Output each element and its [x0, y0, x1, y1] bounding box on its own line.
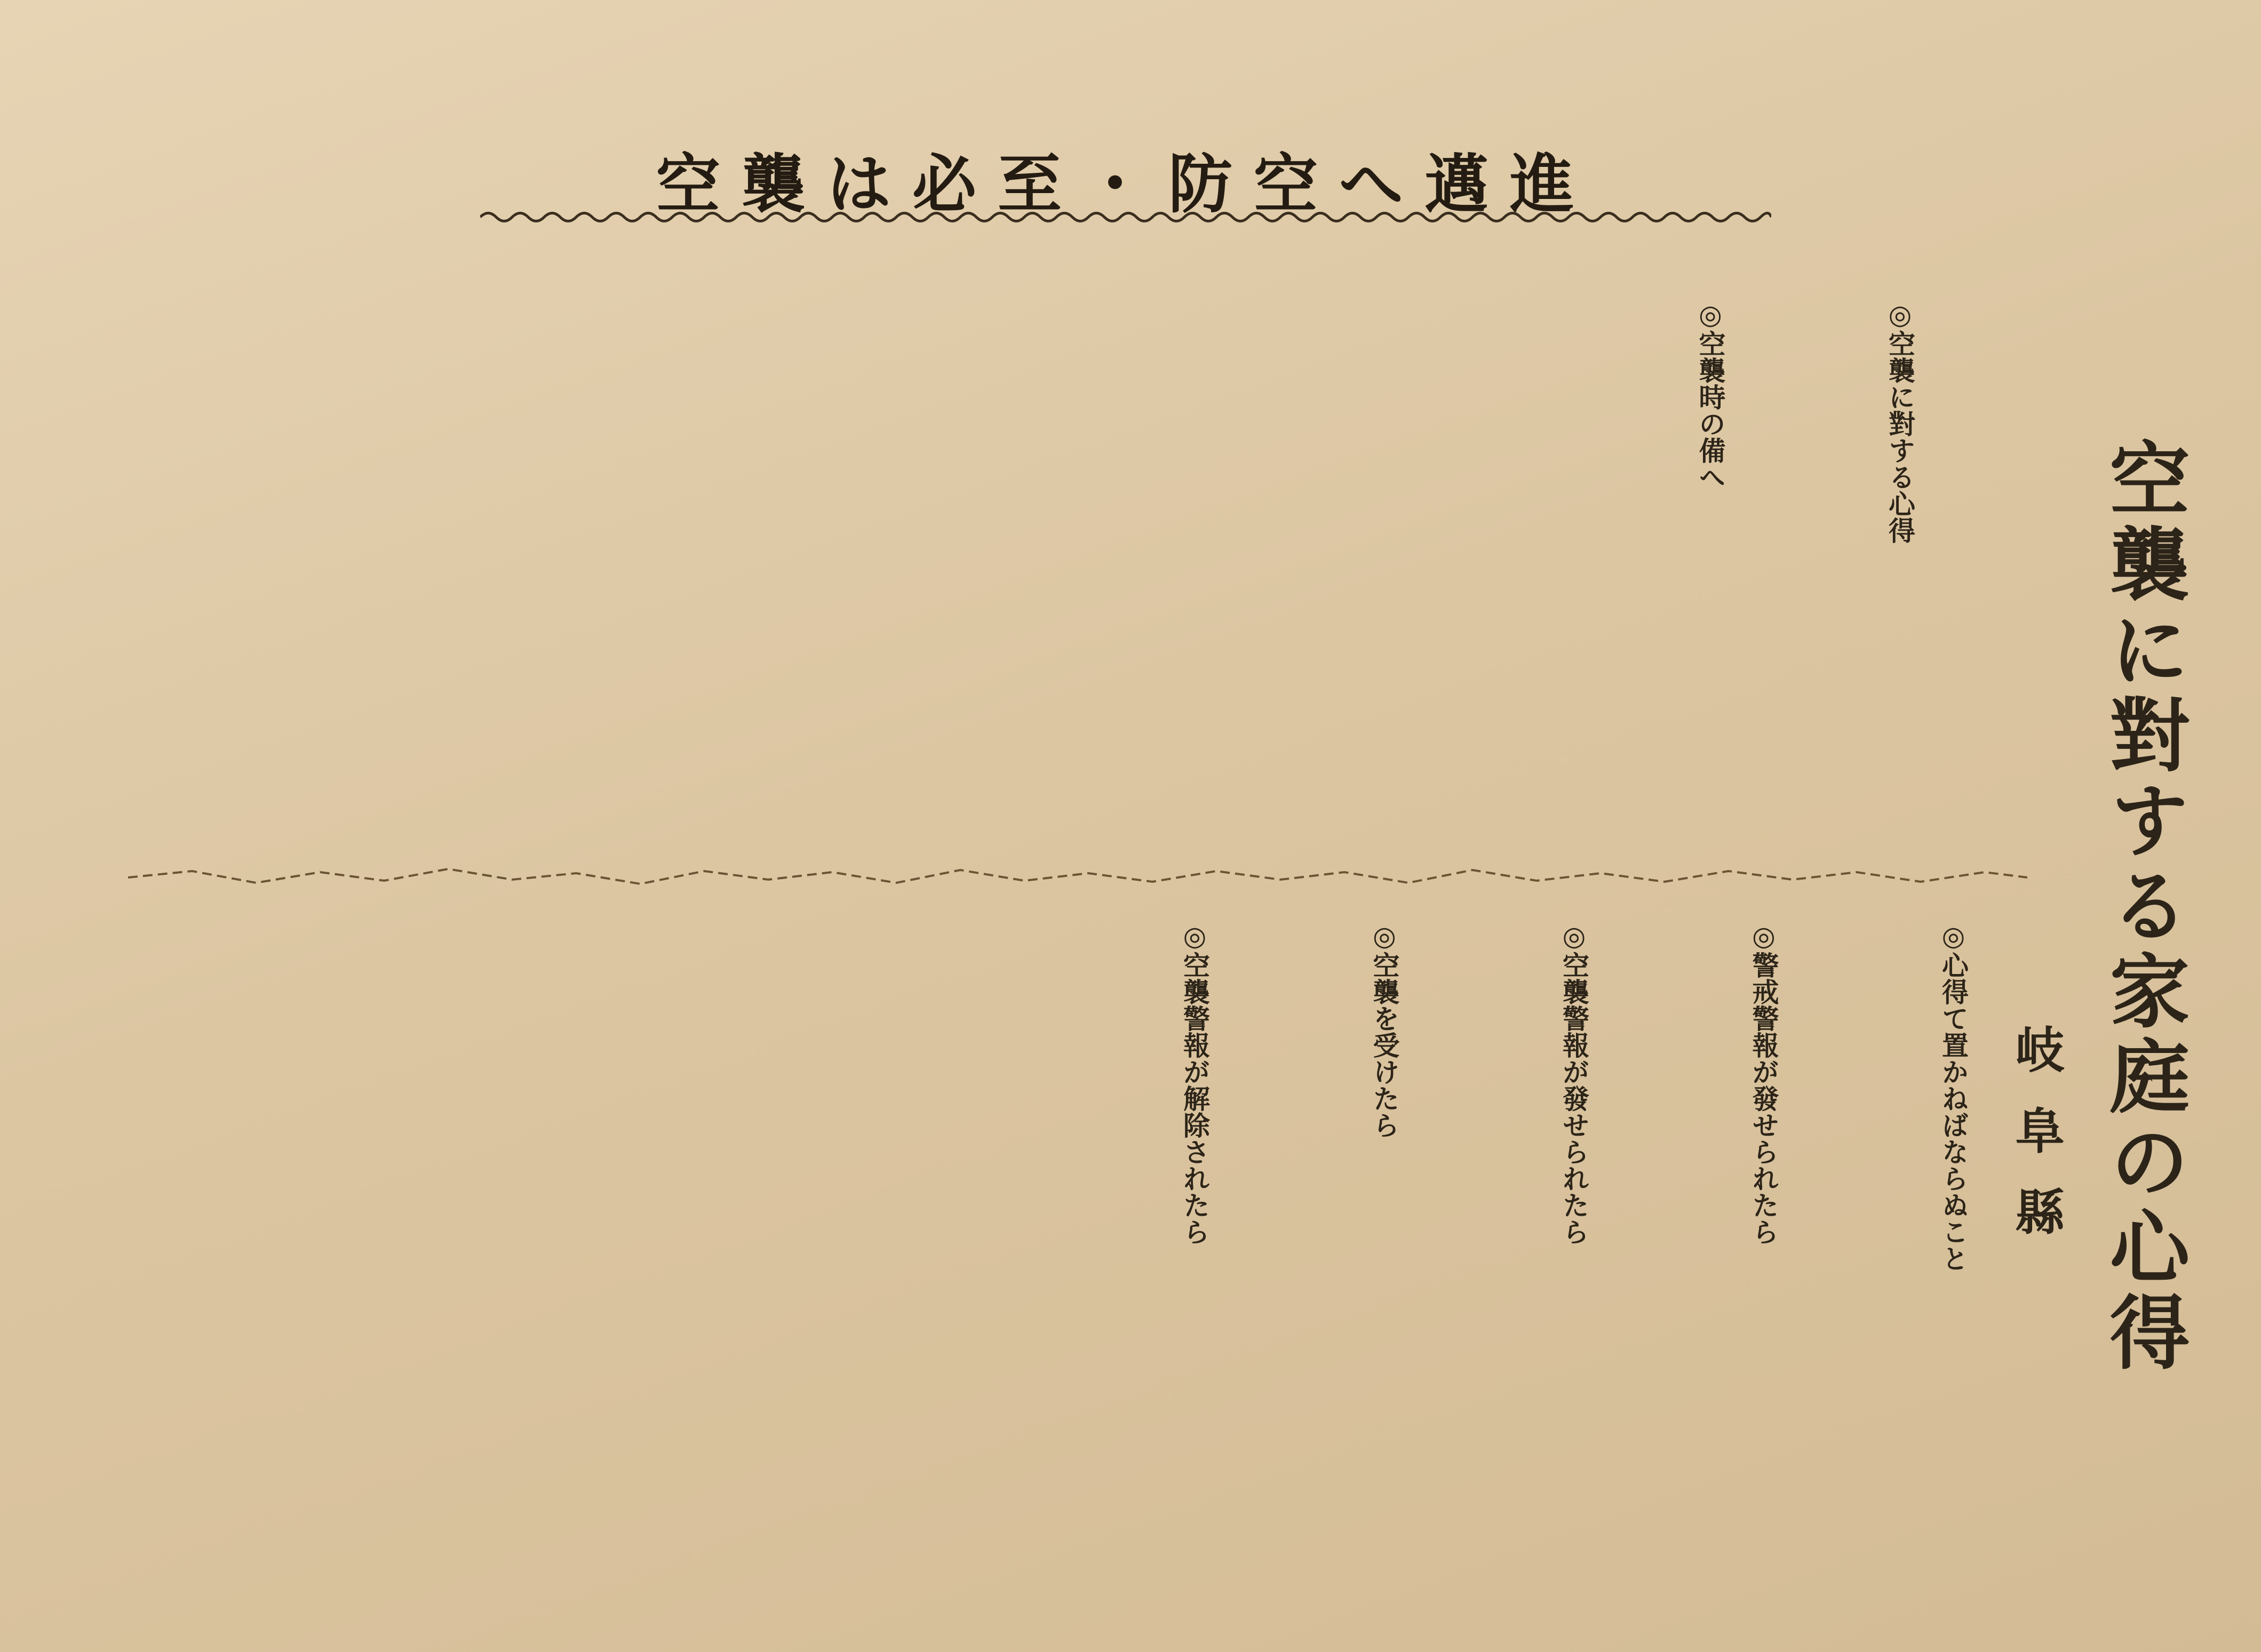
- section-body: [1263, 920, 1343, 1614]
- section-body: [1074, 920, 1154, 1614]
- section-heading: ◎空襲警報が解除されたら: [1179, 920, 1211, 1245]
- section-alert-lifted: [1074, 920, 1216, 1614]
- section-air-raid-issued: [1453, 920, 1595, 1614]
- banner-underline: [480, 208, 1771, 226]
- lower-text-band: [139, 920, 1974, 1614]
- section-heading: ◎警戒警報が發せられたら: [1748, 920, 1780, 1245]
- section-memorize: [1833, 920, 1975, 1614]
- section-body: [1643, 920, 1723, 1614]
- upper-text-band: [203, 299, 1921, 859]
- poster-title: 空襲に對する家庭の心得: [2096, 437, 2190, 1376]
- section-heading: ◎心得て置かねばならぬこと: [1938, 920, 1969, 1272]
- section-heading: ◎空襲に對する心得: [1884, 299, 1916, 544]
- section-warning-issued: [1643, 920, 1785, 1614]
- section-heading: ◎空襲を受けたら: [1368, 920, 1400, 1138]
- section-body: [1779, 299, 1859, 859]
- issuer-prefecture: 岐阜縣: [2007, 1024, 2065, 1267]
- section-body: [1589, 299, 1669, 859]
- banner-slogan: 空襲は必至・防空へ邁進: [656, 148, 1595, 222]
- section-under-attack: [1263, 920, 1405, 1614]
- torn-paper-line: [128, 856, 2027, 893]
- section-preparation: [1589, 299, 1731, 859]
- section-body: [1453, 920, 1533, 1614]
- section-general: [1779, 299, 1921, 859]
- section-body: [1833, 920, 1913, 1614]
- section-heading: ◎空襲警報が發せられたら: [1558, 920, 1590, 1245]
- section-heading: ◎空襲時の備へ: [1694, 299, 1726, 490]
